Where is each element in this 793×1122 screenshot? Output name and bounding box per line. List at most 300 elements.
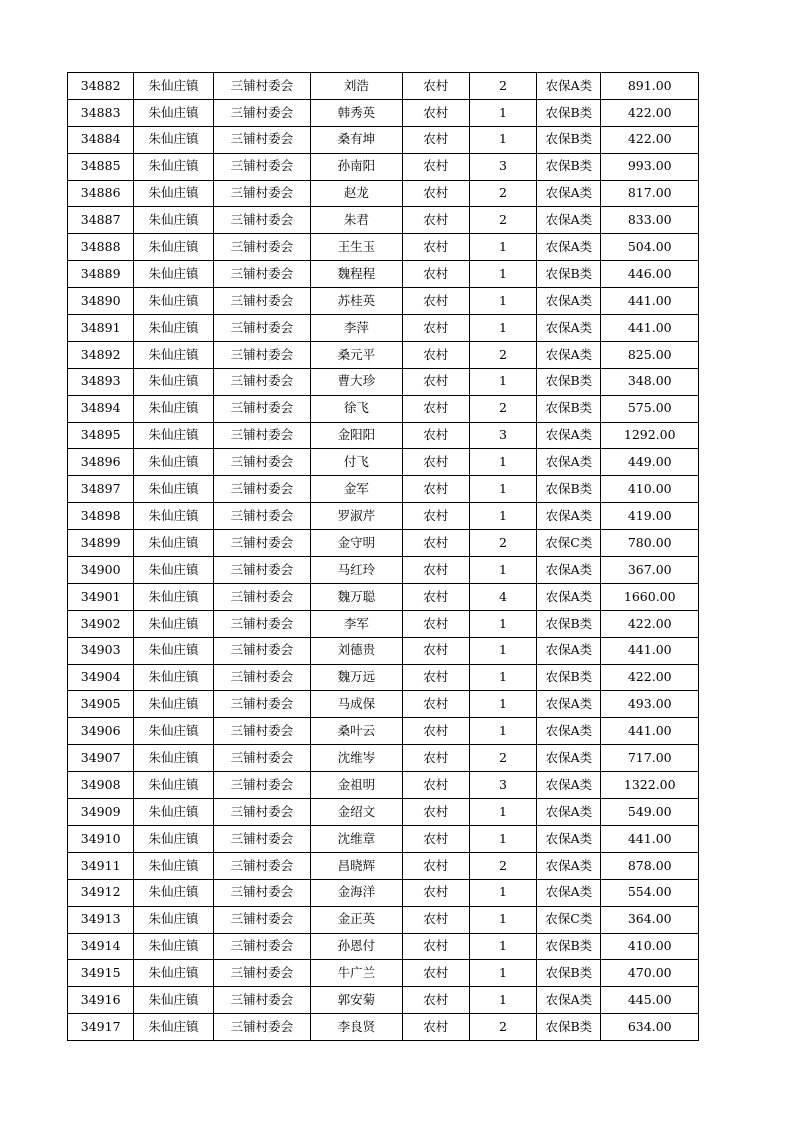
- cell-insurance-category: 农保A类: [537, 315, 601, 342]
- cell-village: 三铺村委会: [213, 207, 310, 234]
- cell-household-count: 1: [469, 234, 536, 261]
- cell-area-type: 农村: [402, 637, 469, 664]
- cell-village: 三铺村委会: [213, 583, 310, 610]
- cell-serial: 34897: [68, 476, 134, 503]
- cell-village: 三铺村委会: [213, 987, 310, 1014]
- cell-serial: 34906: [68, 718, 134, 745]
- table-row: [68, 476, 699, 503]
- cell-area-type: 农村: [402, 207, 469, 234]
- cell-household-count: 1: [469, 933, 536, 960]
- cell-insurance-category: 农保A类: [537, 987, 601, 1014]
- cell-amount: 833.00: [601, 207, 699, 234]
- cell-amount: 780.00: [601, 530, 699, 557]
- cell-household-count: 2: [469, 180, 536, 207]
- cell-village: 三铺村委会: [213, 745, 310, 772]
- cell-serial: 34893: [68, 368, 134, 395]
- cell-amount: 717.00: [601, 745, 699, 772]
- cell-amount: 449.00: [601, 449, 699, 476]
- cell-town: 朱仙庄镇: [134, 772, 213, 799]
- cell-area-type: 农村: [402, 557, 469, 584]
- cell-village: 三铺村委会: [213, 234, 310, 261]
- cell-name: 李良贤: [311, 1014, 402, 1041]
- cell-serial: 34899: [68, 530, 134, 557]
- cell-town: 朱仙庄镇: [134, 906, 213, 933]
- cell-insurance-category: 农保A类: [537, 180, 601, 207]
- cell-area-type: 农村: [402, 906, 469, 933]
- cell-town: 朱仙庄镇: [134, 852, 213, 879]
- cell-insurance-category: 农保C类: [537, 530, 601, 557]
- cell-household-count: 1: [469, 825, 536, 852]
- cell-town: 朱仙庄镇: [134, 180, 213, 207]
- cell-household-count: 4: [469, 583, 536, 610]
- cell-amount: 817.00: [601, 180, 699, 207]
- cell-serial: 34907: [68, 745, 134, 772]
- cell-area-type: 农村: [402, 395, 469, 422]
- cell-name: 魏万远: [311, 664, 402, 691]
- cell-town: 朱仙庄镇: [134, 449, 213, 476]
- cell-town: 朱仙庄镇: [134, 207, 213, 234]
- cell-amount: 422.00: [601, 610, 699, 637]
- cell-name: 金海洋: [311, 879, 402, 906]
- cell-town: 朱仙庄镇: [134, 987, 213, 1014]
- cell-serial: 34917: [68, 1014, 134, 1041]
- cell-household-count: 2: [469, 395, 536, 422]
- cell-area-type: 农村: [402, 126, 469, 153]
- cell-area-type: 农村: [402, 180, 469, 207]
- data-table: [67, 72, 699, 1041]
- cell-name: 沈维岑: [311, 745, 402, 772]
- cell-village: 三铺村委会: [213, 960, 310, 987]
- cell-town: 朱仙庄镇: [134, 664, 213, 691]
- cell-area-type: 农村: [402, 691, 469, 718]
- cell-name: 金守明: [311, 530, 402, 557]
- table-row: [68, 261, 699, 288]
- cell-name: 牛广兰: [311, 960, 402, 987]
- cell-village: 三铺村委会: [213, 691, 310, 718]
- cell-town: 朱仙庄镇: [134, 718, 213, 745]
- cell-town: 朱仙庄镇: [134, 610, 213, 637]
- cell-town: 朱仙庄镇: [134, 395, 213, 422]
- cell-area-type: 农村: [402, 288, 469, 315]
- cell-village: 三铺村委会: [213, 718, 310, 745]
- table-row: [68, 879, 699, 906]
- table-row: [68, 1014, 699, 1041]
- cell-amount: 504.00: [601, 234, 699, 261]
- cell-amount: 422.00: [601, 99, 699, 126]
- cell-town: 朱仙庄镇: [134, 933, 213, 960]
- table-row: [68, 825, 699, 852]
- cell-village: 三铺村委会: [213, 530, 310, 557]
- cell-town: 朱仙庄镇: [134, 745, 213, 772]
- cell-household-count: 2: [469, 745, 536, 772]
- cell-town: 朱仙庄镇: [134, 99, 213, 126]
- cell-area-type: 农村: [402, 852, 469, 879]
- cell-insurance-category: 农保A类: [537, 207, 601, 234]
- cell-insurance-category: 农保A类: [537, 718, 601, 745]
- table-row: [68, 745, 699, 772]
- cell-town: 朱仙庄镇: [134, 825, 213, 852]
- cell-name: 金祖明: [311, 772, 402, 799]
- cell-serial: 34883: [68, 99, 134, 126]
- cell-serial: 34882: [68, 73, 134, 100]
- table-row: [68, 368, 699, 395]
- cell-insurance-category: 农保A类: [537, 288, 601, 315]
- cell-area-type: 农村: [402, 422, 469, 449]
- cell-insurance-category: 农保A类: [537, 772, 601, 799]
- cell-serial: 34905: [68, 691, 134, 718]
- cell-serial: 34888: [68, 234, 134, 261]
- cell-serial: 34896: [68, 449, 134, 476]
- cell-household-count: 1: [469, 99, 536, 126]
- cell-serial: 34895: [68, 422, 134, 449]
- cell-insurance-category: 农保A类: [537, 73, 601, 100]
- cell-amount: 422.00: [601, 126, 699, 153]
- cell-household-count: 1: [469, 691, 536, 718]
- table-row: [68, 557, 699, 584]
- cell-area-type: 农村: [402, 799, 469, 826]
- cell-village: 三铺村委会: [213, 288, 310, 315]
- cell-amount: 441.00: [601, 288, 699, 315]
- cell-household-count: 2: [469, 530, 536, 557]
- cell-name: 魏程程: [311, 261, 402, 288]
- table-row: [68, 449, 699, 476]
- cell-village: 三铺村委会: [213, 879, 310, 906]
- cell-insurance-category: 农保A类: [537, 825, 601, 852]
- cell-amount: 441.00: [601, 825, 699, 852]
- cell-amount: 878.00: [601, 852, 699, 879]
- cell-insurance-category: 农保A类: [537, 745, 601, 772]
- cell-town: 朱仙庄镇: [134, 503, 213, 530]
- table-row: [68, 530, 699, 557]
- cell-serial: 34887: [68, 207, 134, 234]
- cell-name: 孙南阳: [311, 153, 402, 180]
- cell-village: 三铺村委会: [213, 476, 310, 503]
- cell-serial: 34914: [68, 933, 134, 960]
- cell-area-type: 农村: [402, 261, 469, 288]
- cell-household-count: 1: [469, 315, 536, 342]
- cell-household-count: 1: [469, 960, 536, 987]
- cell-village: 三铺村委会: [213, 906, 310, 933]
- cell-household-count: 1: [469, 987, 536, 1014]
- table-row: [68, 637, 699, 664]
- cell-insurance-category: 农保A类: [537, 879, 601, 906]
- cell-village: 三铺村委会: [213, 180, 310, 207]
- cell-name: 沈维章: [311, 825, 402, 852]
- cell-serial: 34889: [68, 261, 134, 288]
- cell-area-type: 农村: [402, 825, 469, 852]
- cell-name: 李军: [311, 610, 402, 637]
- cell-name: 桑叶云: [311, 718, 402, 745]
- cell-area-type: 农村: [402, 610, 469, 637]
- cell-amount: 825.00: [601, 341, 699, 368]
- cell-insurance-category: 农保B类: [537, 960, 601, 987]
- cell-household-count: 2: [469, 852, 536, 879]
- cell-town: 朱仙庄镇: [134, 637, 213, 664]
- cell-name: 昌晓辉: [311, 852, 402, 879]
- cell-name: 王生玉: [311, 234, 402, 261]
- table-row: [68, 503, 699, 530]
- cell-name: 李萍: [311, 315, 402, 342]
- cell-area-type: 农村: [402, 341, 469, 368]
- cell-amount: 441.00: [601, 718, 699, 745]
- cell-insurance-category: 农保A类: [537, 691, 601, 718]
- cell-name: 刘德贵: [311, 637, 402, 664]
- cell-amount: 1292.00: [601, 422, 699, 449]
- cell-town: 朱仙庄镇: [134, 476, 213, 503]
- cell-amount: 493.00: [601, 691, 699, 718]
- cell-insurance-category: 农保B类: [537, 1014, 601, 1041]
- cell-area-type: 农村: [402, 449, 469, 476]
- cell-name: 魏万聪: [311, 583, 402, 610]
- cell-village: 三铺村委会: [213, 664, 310, 691]
- cell-area-type: 农村: [402, 368, 469, 395]
- cell-serial: 34894: [68, 395, 134, 422]
- cell-household-count: 1: [469, 557, 536, 584]
- cell-area-type: 农村: [402, 153, 469, 180]
- cell-name: 桑元平: [311, 341, 402, 368]
- cell-town: 朱仙庄镇: [134, 234, 213, 261]
- cell-household-count: 1: [469, 503, 536, 530]
- cell-name: 金军: [311, 476, 402, 503]
- cell-serial: 34913: [68, 906, 134, 933]
- cell-household-count: 1: [469, 449, 536, 476]
- cell-area-type: 农村: [402, 718, 469, 745]
- table-row: [68, 799, 699, 826]
- cell-name: 朱君: [311, 207, 402, 234]
- cell-serial: 34901: [68, 583, 134, 610]
- cell-amount: 575.00: [601, 395, 699, 422]
- cell-village: 三铺村委会: [213, 772, 310, 799]
- cell-amount: 470.00: [601, 960, 699, 987]
- table-row: [68, 852, 699, 879]
- cell-town: 朱仙庄镇: [134, 315, 213, 342]
- cell-insurance-category: 农保B类: [537, 261, 601, 288]
- cell-insurance-category: 农保A类: [537, 503, 601, 530]
- cell-village: 三铺村委会: [213, 261, 310, 288]
- cell-area-type: 农村: [402, 583, 469, 610]
- cell-household-count: 2: [469, 207, 536, 234]
- cell-name: 罗淑芹: [311, 503, 402, 530]
- cell-amount: 348.00: [601, 368, 699, 395]
- cell-insurance-category: 农保C类: [537, 906, 601, 933]
- cell-name: 赵龙: [311, 180, 402, 207]
- cell-name: 韩秀英: [311, 99, 402, 126]
- cell-village: 三铺村委会: [213, 368, 310, 395]
- cell-household-count: 1: [469, 288, 536, 315]
- table-row: [68, 987, 699, 1014]
- cell-name: 郭安菊: [311, 987, 402, 1014]
- table-row: [68, 718, 699, 745]
- cell-household-count: 1: [469, 126, 536, 153]
- cell-amount: 445.00: [601, 987, 699, 1014]
- cell-area-type: 农村: [402, 772, 469, 799]
- cell-town: 朱仙庄镇: [134, 126, 213, 153]
- cell-village: 三铺村委会: [213, 1014, 310, 1041]
- cell-serial: 34898: [68, 503, 134, 530]
- cell-area-type: 农村: [402, 987, 469, 1014]
- cell-village: 三铺村委会: [213, 422, 310, 449]
- cell-town: 朱仙庄镇: [134, 1014, 213, 1041]
- cell-name: 金正英: [311, 906, 402, 933]
- table-row: [68, 99, 699, 126]
- cell-serial: 34916: [68, 987, 134, 1014]
- cell-household-count: 2: [469, 1014, 536, 1041]
- cell-village: 三铺村委会: [213, 395, 310, 422]
- cell-town: 朱仙庄镇: [134, 960, 213, 987]
- cell-name: 桑有坤: [311, 126, 402, 153]
- table-row: [68, 664, 699, 691]
- cell-insurance-category: 农保B类: [537, 126, 601, 153]
- cell-town: 朱仙庄镇: [134, 691, 213, 718]
- cell-serial: 34909: [68, 799, 134, 826]
- cell-household-count: 1: [469, 368, 536, 395]
- cell-household-count: 1: [469, 610, 536, 637]
- cell-town: 朱仙庄镇: [134, 341, 213, 368]
- cell-insurance-category: 农保B类: [537, 664, 601, 691]
- table-row: [68, 315, 699, 342]
- cell-name: 付飞: [311, 449, 402, 476]
- cell-name: 徐飞: [311, 395, 402, 422]
- cell-serial: 34912: [68, 879, 134, 906]
- cell-household-count: 3: [469, 772, 536, 799]
- cell-amount: 410.00: [601, 476, 699, 503]
- cell-name: 金绍文: [311, 799, 402, 826]
- cell-serial: 34904: [68, 664, 134, 691]
- cell-amount: 422.00: [601, 664, 699, 691]
- table-row: [68, 610, 699, 637]
- table-row: [68, 126, 699, 153]
- cell-name: 金阳阳: [311, 422, 402, 449]
- cell-household-count: 2: [469, 341, 536, 368]
- cell-village: 三铺村委会: [213, 799, 310, 826]
- cell-town: 朱仙庄镇: [134, 368, 213, 395]
- cell-area-type: 农村: [402, 234, 469, 261]
- cell-name: 马红玲: [311, 557, 402, 584]
- cell-area-type: 农村: [402, 503, 469, 530]
- cell-serial: 34915: [68, 960, 134, 987]
- cell-insurance-category: 农保A类: [537, 637, 601, 664]
- cell-town: 朱仙庄镇: [134, 288, 213, 315]
- cell-insurance-category: 农保B类: [537, 476, 601, 503]
- cell-village: 三铺村委会: [213, 153, 310, 180]
- cell-name: 孙恩付: [311, 933, 402, 960]
- cell-village: 三铺村委会: [213, 610, 310, 637]
- cell-amount: 549.00: [601, 799, 699, 826]
- cell-name: 马成保: [311, 691, 402, 718]
- cell-serial: 34892: [68, 341, 134, 368]
- table-row: [68, 234, 699, 261]
- cell-town: 朱仙庄镇: [134, 422, 213, 449]
- table-row: [68, 73, 699, 100]
- cell-area-type: 农村: [402, 315, 469, 342]
- cell-name: 曹大珍: [311, 368, 402, 395]
- cell-amount: 410.00: [601, 933, 699, 960]
- cell-village: 三铺村委会: [213, 126, 310, 153]
- cell-town: 朱仙庄镇: [134, 153, 213, 180]
- cell-serial: 34911: [68, 852, 134, 879]
- cell-insurance-category: 农保A类: [537, 341, 601, 368]
- cell-insurance-category: 农保B类: [537, 395, 601, 422]
- table-row: [68, 772, 699, 799]
- cell-area-type: 农村: [402, 73, 469, 100]
- table-body: [68, 73, 699, 1041]
- table-row: [68, 341, 699, 368]
- cell-serial: 34903: [68, 637, 134, 664]
- cell-household-count: 1: [469, 664, 536, 691]
- cell-village: 三铺村委会: [213, 315, 310, 342]
- cell-amount: 441.00: [601, 315, 699, 342]
- table-row: [68, 153, 699, 180]
- cell-village: 三铺村委会: [213, 557, 310, 584]
- cell-insurance-category: 农保A类: [537, 557, 601, 584]
- cell-town: 朱仙庄镇: [134, 73, 213, 100]
- cell-household-count: 1: [469, 637, 536, 664]
- cell-serial: 34885: [68, 153, 134, 180]
- cell-area-type: 农村: [402, 476, 469, 503]
- cell-insurance-category: 农保A类: [537, 583, 601, 610]
- cell-household-count: 1: [469, 261, 536, 288]
- cell-serial: 34891: [68, 315, 134, 342]
- cell-insurance-category: 农保A类: [537, 799, 601, 826]
- cell-amount: 634.00: [601, 1014, 699, 1041]
- cell-amount: 419.00: [601, 503, 699, 530]
- cell-serial: 34884: [68, 126, 134, 153]
- table-row: [68, 180, 699, 207]
- cell-village: 三铺村委会: [213, 99, 310, 126]
- cell-village: 三铺村委会: [213, 341, 310, 368]
- cell-town: 朱仙庄镇: [134, 879, 213, 906]
- table-row: [68, 960, 699, 987]
- cell-household-count: 1: [469, 879, 536, 906]
- cell-household-count: 1: [469, 906, 536, 933]
- table-row: [68, 288, 699, 315]
- cell-amount: 441.00: [601, 637, 699, 664]
- cell-serial: 34890: [68, 288, 134, 315]
- table-row: [68, 422, 699, 449]
- cell-area-type: 农村: [402, 960, 469, 987]
- cell-village: 三铺村委会: [213, 852, 310, 879]
- cell-village: 三铺村委会: [213, 933, 310, 960]
- cell-town: 朱仙庄镇: [134, 799, 213, 826]
- cell-household-count: 1: [469, 476, 536, 503]
- table-row: [68, 691, 699, 718]
- cell-serial: 34900: [68, 557, 134, 584]
- cell-insurance-category: 农保B类: [537, 933, 601, 960]
- cell-area-type: 农村: [402, 879, 469, 906]
- cell-insurance-category: 农保B类: [537, 610, 601, 637]
- cell-area-type: 农村: [402, 1014, 469, 1041]
- cell-village: 三铺村委会: [213, 73, 310, 100]
- cell-amount: 1660.00: [601, 583, 699, 610]
- cell-amount: 446.00: [601, 261, 699, 288]
- cell-household-count: 3: [469, 422, 536, 449]
- cell-insurance-category: 农保A类: [537, 852, 601, 879]
- cell-household-count: 1: [469, 718, 536, 745]
- cell-town: 朱仙庄镇: [134, 557, 213, 584]
- cell-insurance-category: 农保A类: [537, 449, 601, 476]
- table-row: [68, 583, 699, 610]
- cell-amount: 367.00: [601, 557, 699, 584]
- table-row: [68, 906, 699, 933]
- table-row: [68, 395, 699, 422]
- cell-area-type: 农村: [402, 664, 469, 691]
- cell-town: 朱仙庄镇: [134, 530, 213, 557]
- cell-town: 朱仙庄镇: [134, 261, 213, 288]
- cell-village: 三铺村委会: [213, 449, 310, 476]
- cell-insurance-category: 农保B类: [537, 99, 601, 126]
- cell-town: 朱仙庄镇: [134, 583, 213, 610]
- cell-area-type: 农村: [402, 99, 469, 126]
